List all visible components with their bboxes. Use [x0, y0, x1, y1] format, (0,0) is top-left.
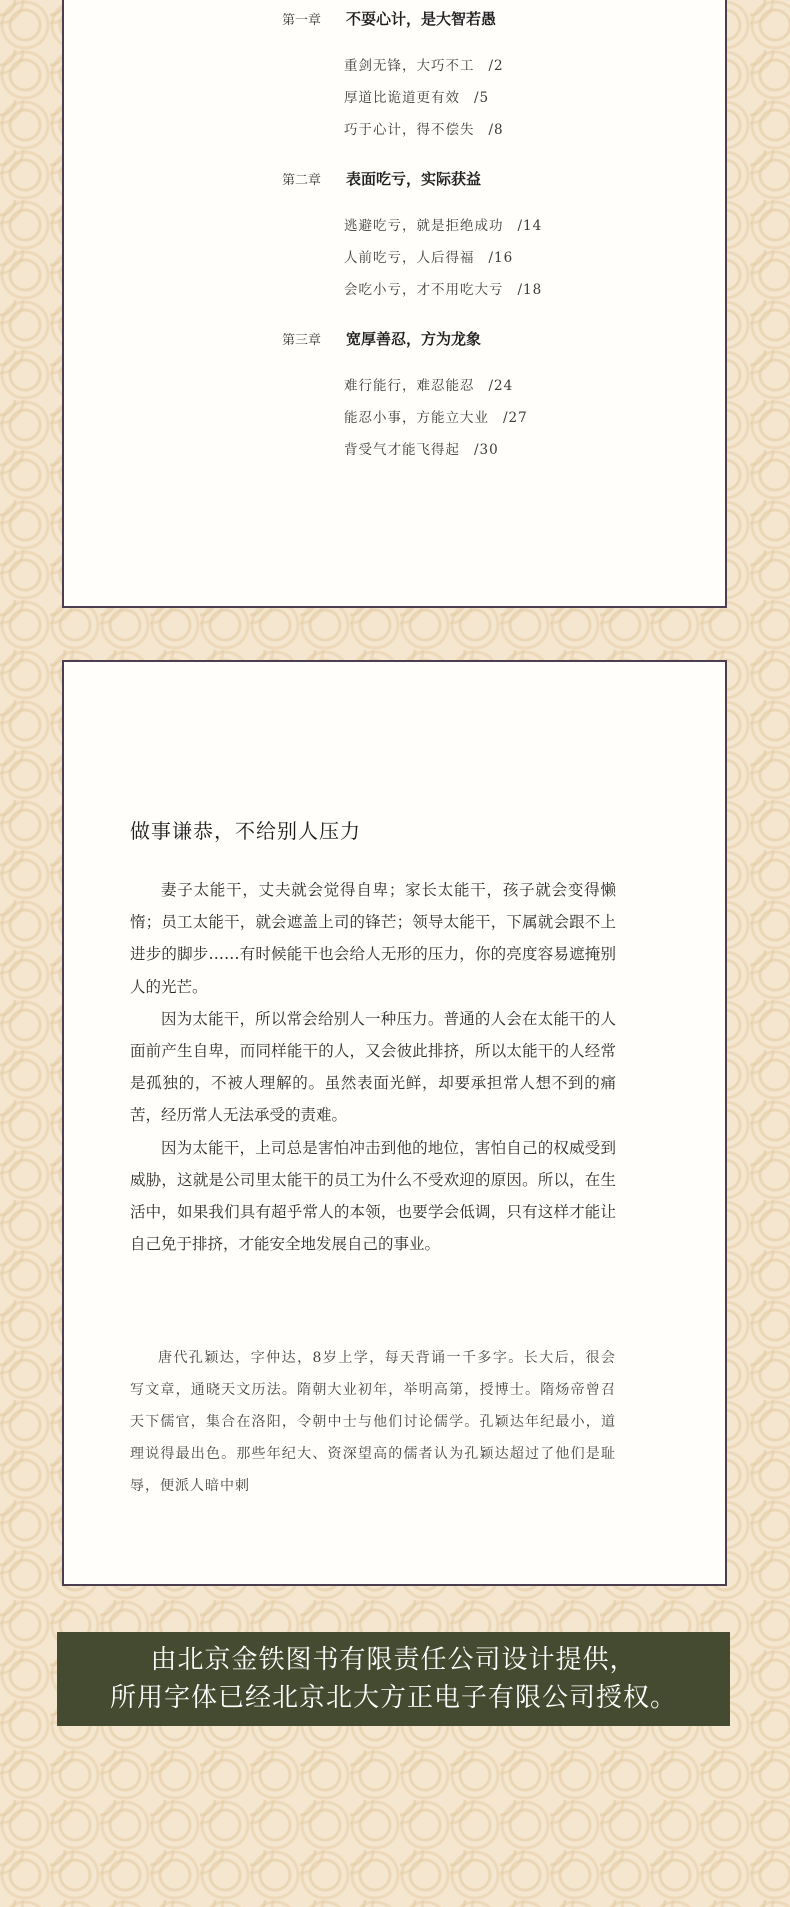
chapter-number: 第二章	[282, 173, 322, 188]
page-number: /18	[517, 282, 543, 298]
chapter-number: 第三章	[282, 333, 322, 348]
article-page	[62, 660, 727, 1586]
toc-entry: 重剑无锋，大巧不工 /2	[344, 58, 504, 74]
credit-line-2: 所用字体已经北京北大方正电子有限公司授权。	[109, 1683, 677, 1713]
page-number: /16	[488, 250, 514, 266]
article-title: 做事谦恭，不给别人压力	[130, 819, 361, 843]
page-number: /8	[488, 122, 504, 138]
article-paragraph: 因为太能干，所以常会给别人一种压力。普通的人会在太能干的人面前产生自卑，而同样能干的人，又会彼此排挤，所以太能干的人经常是孤独的，不被人理解的。虽然表面光鲜，却要承担常人想不到的痛苦，经历常人无法承受的责难。	[130, 1009, 616, 1125]
toc-entry: 能忍小事，方能立大业 /27	[344, 410, 528, 426]
page-number: /27	[503, 410, 528, 426]
page-number: /2	[488, 58, 504, 74]
chapter-title: 宽厚善忍，方为龙象	[346, 330, 482, 348]
toc-entry: 难行能行，难忍能忍 /24	[344, 378, 514, 394]
chapter-title: 表面吃亏，实际获益	[346, 170, 482, 188]
toc-entry: 背受气才能飞得起 /30	[344, 442, 499, 458]
page-number: /30	[474, 442, 499, 458]
story-excerpt	[130, 1342, 616, 1502]
story-paragraph: 唐代孔颖达，字仲达，8岁上学，每天背诵一千多字。长大后，很会写文章，通晓天文历法。隋朝大业初年，举明高第，授博士。隋炀帝曾召天下儒官，集合在洛阳，令朝中士与他们讨论儒学。孔颖达年纪最小，道理说得最出色。那些年纪大、资深望高的儒者认为孔颖达超过了他们是耻辱，便派人暗中刺	[130, 1350, 616, 1494]
toc-entry: 逃避吃亏，就是拒绝成功 /14	[344, 218, 543, 234]
article-body	[130, 874, 616, 1260]
toc-entry: 厚道比诡道更有效 /5	[344, 90, 490, 106]
chapter-title: 不耍心计，是大智若愚	[346, 10, 497, 28]
toc-entry: 巧于心计，得不偿失 /8	[344, 122, 504, 138]
toc-entry: 会吃小亏，才不用吃大亏 /18	[344, 282, 543, 298]
credit-line-1: 由北京金铁图书有限责任公司设计提供，	[150, 1645, 637, 1675]
page-number: /5	[474, 90, 490, 106]
article-paragraph: 妻子太能干，丈夫就会觉得自卑；家长太能干，孩子就会变得懒惰；员工太能干，就会遮盖上司的锋芒；领导太能干，下属就会跟不上进步的脚步……有时候能干也会给人无形的压力，你的亮度容易遮掩别人的光芒。	[130, 881, 616, 996]
page-number: /14	[517, 218, 543, 234]
article-paragraph: 因为太能干，上司总是害怕冲击到他的地位，害怕自己的权威受到威胁，这就是公司里太能干的员工为什么不受欢迎的原因。所以，在生活中，如果我们具有超乎常人的本领，也要学会低调，只有这样才能让自己免于排挤，才能安全地发展自己的事业。	[130, 1138, 616, 1254]
toc-entry: 人前吃亏，人后得福 /16	[344, 250, 514, 266]
toc-page	[62, 0, 727, 608]
page-number: /24	[488, 378, 514, 394]
credit-banner	[57, 1632, 730, 1726]
chapter-number: 第一章	[282, 13, 322, 28]
